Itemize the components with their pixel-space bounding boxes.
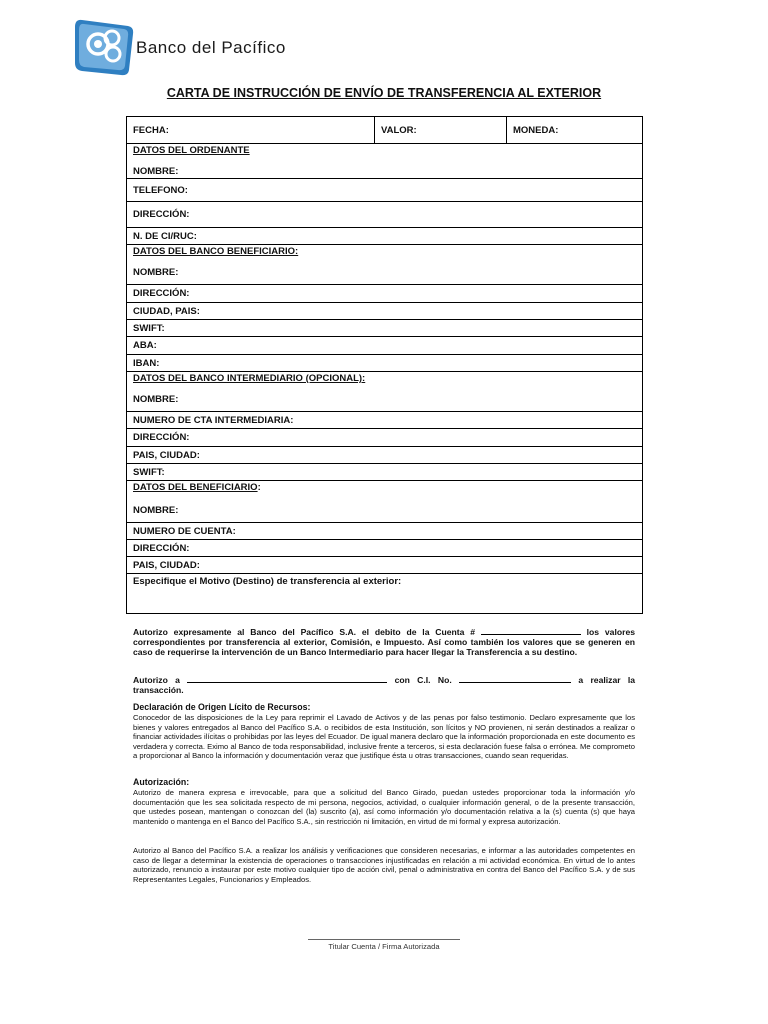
- beneficiario-direccion-label: DIRECCIÓN:: [133, 542, 190, 554]
- banco-beneficiario-swift-field[interactable]: [127, 320, 643, 337]
- banco-intermediario-cuenta-field[interactable]: [127, 412, 643, 429]
- autorizo-debito-paragraph: [133, 626, 635, 657]
- autorizacion-text-2: Autorizo al Banco del Pacífico S.A. a realizar los análisis y verificaciones que consideren necesarias, e informar a las autoridades competentes en caso de llegar a determinar la existencia de operaciones o transacciones injustificadas en relación a mi actividad económica. En virtud de lo antes autorizado, renuncio a instaurar por este motivo cualquier tipo de acción civil, penal o administrativa en contra del Banco del Pacífico S.A. y de sus Representantes Legales, Funcionarios y Empleados.: [133, 846, 635, 884]
- ci-blank[interactable]: [459, 674, 571, 683]
- banco-intermediario-pais-label: PAIS, CIUDAD:: [133, 449, 200, 461]
- banco-intermediario-swift-label: SWIFT:: [133, 466, 165, 478]
- ordenante-section-title: DATOS DEL ORDENANTE: [133, 145, 250, 156]
- banco-beneficiario-ciudad-label: CIUDAD, PAIS:: [133, 305, 200, 317]
- autorizo-debito-text-b: los valores correspondientes por transferencia al exterior, Comisión, e Impuesto. Así como también los valores que se generen en caso de requerirse la intervención de un Banco Intermediario para hacer llegar la Transferencia a su destino.: [133, 627, 636, 657]
- autorizo-debito-text-a: Autorizo expresamente al Banco del Pacífico S.A. el debito de la Cuenta #: [133, 627, 476, 637]
- con-ci-text: con C.I. No.: [394, 675, 452, 685]
- ordenante-direccion-field[interactable]: [127, 202, 643, 228]
- banco-beneficiario-aba-field[interactable]: [127, 337, 643, 355]
- beneficiario-direccion-field[interactable]: [127, 540, 643, 557]
- banco-intermediario-nombre-field[interactable]: [127, 372, 643, 412]
- motivo-label: Especifique el Motivo (Destino) de transferencia al exterior:: [133, 576, 402, 587]
- banco-intermediario-direccion-field[interactable]: [127, 429, 643, 447]
- banco-intermediario-direccion-label: DIRECCIÓN:: [133, 432, 190, 443]
- banco-beneficiario-iban-label: IBAN:: [133, 357, 160, 369]
- banco-intermediario-cuenta-label: NUMERO DE CTA INTERMEDIARIA:: [133, 414, 294, 426]
- document-title: CARTA DE INSTRUCCIÓN DE ENVÍO DE TRANSFERENCIA AL EXTERIOR: [166, 86, 602, 100]
- beneficiario-nombre-field[interactable]: [127, 481, 643, 523]
- valor-field[interactable]: [375, 117, 507, 144]
- signature-line[interactable]: [308, 939, 460, 940]
- beneficiario-pais-field[interactable]: [127, 557, 643, 574]
- banco-beneficiario-direccion-label: DIRECCIÓN:: [133, 288, 190, 299]
- valor-label: VALOR:: [381, 124, 417, 136]
- beneficiario-pais-label: PAIS, CIUDAD:: [133, 559, 200, 571]
- banco-beneficiario-aba-label: ABA:: [133, 340, 157, 351]
- bank-logo: [72, 16, 136, 76]
- motivo-field[interactable]: [127, 574, 643, 614]
- beneficiario-title-colon: :: [257, 482, 261, 493]
- cuenta-blank[interactable]: [481, 626, 581, 635]
- autorizacion-heading: Autorización:: [133, 777, 190, 787]
- moneda-field[interactable]: [507, 117, 643, 144]
- bank-name: Banco del Pacífico: [136, 38, 286, 57]
- beneficiario-title-wrap: [133, 482, 636, 493]
- declaracion-heading: Declaración de Origen Lícito de Recursos:: [133, 702, 311, 712]
- banco-beneficiario-nombre-field[interactable]: [127, 245, 643, 285]
- autorizacion-text-1: Autorizo de manera expresa e irrevocable, para que a solicitud del Banco Girado, puedan ustedes proporcionar toda la información y/o documentación que les sea solicitada respecto de mi persona, negocios, actividad, o cualquier información general, o de la presente transacción, que ustedes posean, mantengan o conozcan del (la) suscrito (a), así como información y/o documentación relativa a la (s) cuenta (s) que haya mantenido o mantenga en el Banco del Pacífico S.A., sin restricción ni limitación, en virtud de mi formal y expresa autorización.: [133, 788, 635, 826]
- banco-beneficiario-nombre-label: NOMBRE:: [133, 267, 179, 278]
- beneficiario-cuenta-field[interactable]: [127, 523, 643, 540]
- transfer-form: [126, 116, 643, 614]
- banco-beneficiario-direccion-field[interactable]: [127, 285, 643, 303]
- banco-intermediario-pais-field[interactable]: [127, 447, 643, 464]
- banco-beneficiario-iban-field[interactable]: [127, 355, 643, 372]
- ordenante-direccion-label: DIRECCIÓN:: [133, 209, 190, 220]
- ordenante-telefono-label: TELEFONO:: [133, 184, 188, 196]
- beneficiario-cuenta-label: NUMERO DE CUENTA:: [133, 525, 236, 537]
- moneda-label: MONEDA:: [513, 124, 559, 136]
- banco-intermediario-section-title: DATOS DEL BANCO INTERMEDIARIO (OPCIONAL):: [133, 373, 366, 384]
- ordenante-nombre-label: NOMBRE:: [133, 166, 179, 177]
- autorizado-nombre-blank[interactable]: [187, 674, 387, 683]
- autorizo-persona-paragraph: [133, 674, 635, 695]
- ordenante-ci-ruc-label: N. DE CI/RUC:: [133, 230, 197, 242]
- banco-intermediario-swift-field[interactable]: [127, 464, 643, 481]
- declaracion-text: Conocedor de las disposiciones de la Ley para reprimir el Lavado de Activos y de las penas por falso testimonio. Declaro expresamente que los bienes y valores entregados al Banco del Pacífico S.A. o recibidos de esta Institución, son lícitos y NO provienen, ni serán destinados a realizar o financiar actividades ilícitas o prohibidas por las leyes del Ecuador. De igual manera declaro que la información proporcionada en este documento es verdadera y correcta. Eximo al Banco de toda responsabilidad, inclusive frente a terceros, si esta declaración fuese falsa o errónea. Me comprometo a proporcionar al Banco la información y documentación veraz que justifique ésta u otras transacciones, cuando sean requeridas.: [133, 713, 635, 761]
- ordenante-ci-ruc-field[interactable]: [127, 228, 643, 245]
- fecha-label: FECHA:: [133, 124, 169, 136]
- banco-beneficiario-section-title: DATOS DEL BANCO BENEFICIARIO:: [133, 246, 299, 257]
- beneficiario-nombre-label: NOMBRE:: [133, 505, 179, 516]
- fecha-field[interactable]: [127, 117, 375, 144]
- banco-beneficiario-swift-label: SWIFT:: [133, 322, 165, 334]
- banco-beneficiario-ciudad-field[interactable]: [127, 303, 643, 320]
- autorizo-a-text: Autorizo a: [133, 675, 180, 685]
- signature-label: Titular Cuenta / Firma Autorizada: [328, 942, 440, 951]
- beneficiario-section-title: DATOS DEL BENEFICIARIO: [133, 482, 258, 493]
- ordenante-nombre-field[interactable]: [127, 144, 643, 179]
- banco-intermediario-nombre-label: NOMBRE:: [133, 394, 179, 405]
- a-realizar-text: a realizar la transacción.: [133, 675, 636, 695]
- ordenante-telefono-field[interactable]: [127, 179, 643, 202]
